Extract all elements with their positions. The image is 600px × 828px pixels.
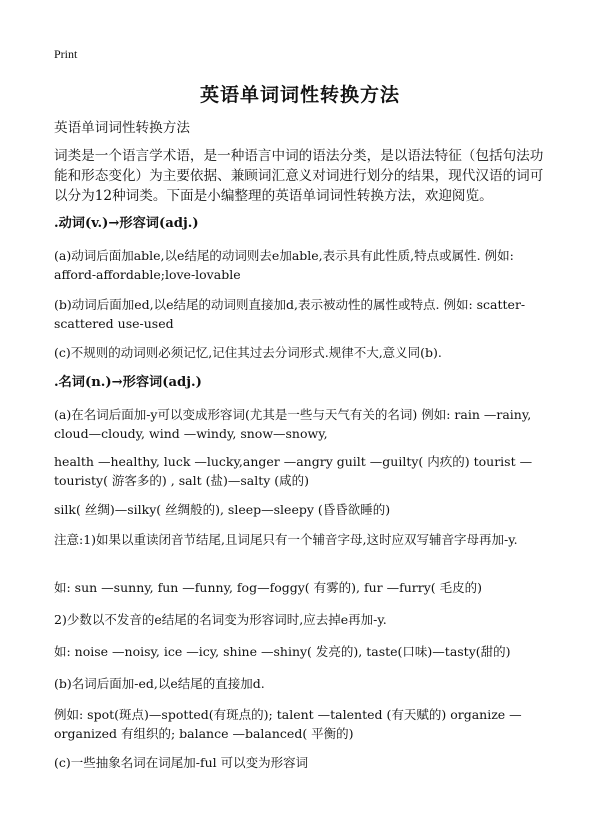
- rule-paragraph: (b)名词后面加-ed,以e结尾的直接加d.: [54, 676, 265, 691]
- page-title: 英语单词词性转换方法: [199, 84, 400, 106]
- rule-paragraph: (c)一些抽象名词在词尾加-ful 可以变为形容词: [54, 755, 309, 770]
- intro-paragraph: 词类是一个语言学术语，是一种语言中词的语法分类，是以语法特征（包括句法功能和形态变化）为主要依据、兼顾词汇意义对词进行划分的结果，现代汉语的词可以分为12种词类。下面是小编整理的英语单词词性转换方法，欢迎阅览。: [54, 148, 544, 204]
- example-paragraph: 例如: spot(斑点)—spotted(有斑点的); talent —talented (有天赋的) organize —organized 有组织的; balance —balanced( 平衡的): [54, 707, 522, 741]
- example-paragraph: health —healthy, luck —lucky,anger —angry guilt —guilty( 内疚的) tourist —touristy( 游客多的) , salt (盐)—salty (咸的): [54, 454, 533, 488]
- rule-paragraph: (a)在名词后面加-y可以变成形容词(尤其是一些与天气有关的名词) 例如: rain —rainy, cloud—cloudy, wind —windy, snow—snowy,: [54, 407, 532, 441]
- rule-paragraph: (b)动词后面加ed,以e结尾的动词则直接加d,表示被动性的属性或特点. 例如: scatter-scattered use-used: [54, 297, 526, 331]
- example-paragraph: silk( 丝绸)—silky( 丝绸般的), sleep—sleepy (昏昏欲睡的): [54, 502, 391, 517]
- example-paragraph: 如: sun —sunny, fun —funny, fog—foggy( 有雾的), fur —furry( 毛皮的): [54, 580, 483, 595]
- note-paragraph: 注意:1)如果以重读闭音节结尾,且词尾只有一个辅音字母,这时应双写辅音字母再加-y.: [54, 532, 518, 547]
- example-paragraph: 如: noise —noisy, ice —icy, shine —shiny( 发亮的), taste(口味)—tasty(甜的): [54, 644, 511, 659]
- document-subtitle: 英语单词词性转换方法: [54, 120, 190, 136]
- rule-paragraph: (a)动词后面加able,以e结尾的动词则去e加able,表示具有此性质,特点或属性. 例如: afford-affordable;love-lovable: [54, 248, 514, 282]
- section-heading-verb-to-adj: .动词(v.)→形容词(adj.): [54, 216, 199, 231]
- print-label: Print: [54, 47, 78, 61]
- section-heading-noun-to-adj: .名词(n.)→形容词(adj.): [54, 375, 202, 390]
- rule-paragraph: (c)不规则的动词则必须记忆,记住其过去分词形式.规律不大,意义同(b).: [54, 345, 442, 360]
- note-paragraph: 2)少数以不发音的e结尾的名词变为形容词时,应去掉e再加-y.: [54, 612, 387, 627]
